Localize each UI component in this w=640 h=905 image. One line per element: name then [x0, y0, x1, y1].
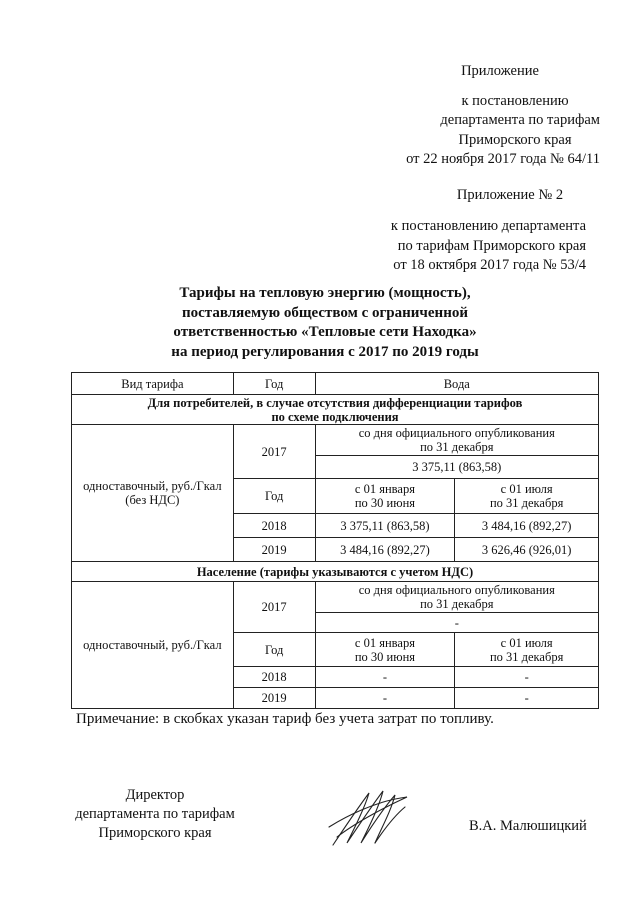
period-line: по 31 декабря	[420, 440, 494, 454]
section1-value-2017: 3 375,11 (863,58)	[315, 456, 598, 479]
appendix2-line: к постановлению департамента	[390, 218, 586, 234]
period-line: по 31 декабря	[420, 597, 494, 611]
row-year: 2019	[233, 688, 315, 709]
appendix-line: департамента по тарифам	[440, 112, 600, 128]
appendix-header	[370, 62, 600, 170]
title-line: Тарифы на тепловую энергию (мощность),	[179, 285, 471, 301]
appendix2-line: от 18 октября 2017 года № 53/4	[393, 257, 586, 273]
appendix2-header	[360, 217, 586, 276]
half-label-line: с 01 января	[354, 635, 415, 650]
section2-year-label: Год	[233, 633, 315, 667]
appendix-title: Приложение	[461, 63, 539, 79]
row-year: 2018	[233, 514, 315, 538]
row-value-h2: -	[455, 688, 599, 709]
handwritten-signature	[325, 787, 415, 849]
row-year: 2019	[233, 538, 315, 562]
tariff-label-line: одноставочный, руб./Гкал	[83, 479, 222, 493]
title-line: на период регулирования с 2017 по 2019 годы	[171, 343, 479, 360]
section1-title	[72, 395, 599, 425]
section1-title-line: по схеме подключения	[271, 409, 399, 424]
row-year: 2018	[233, 667, 315, 688]
position-line: Приморского края	[98, 825, 212, 841]
section1-title-line: Для потребителей, в случае отсутствия дифференциации тарифов	[147, 395, 523, 410]
section1-half2-label	[455, 479, 599, 514]
footnote: Примечание: в скобках указан тариф без учета затрат по топливу.	[76, 711, 494, 727]
row-value-h2: 3 626,46 (926,01)	[455, 538, 599, 562]
row-value-h1: 3 375,11 (863,58)	[315, 514, 455, 538]
position-line: Директор	[125, 787, 185, 803]
title-line: ответственностью «Тепловые сети Находка»	[173, 324, 477, 340]
section2-year-2017: 2017	[233, 582, 315, 633]
section1-tariff-label	[72, 425, 234, 562]
section1-year-2017: 2017	[233, 425, 315, 479]
half-label-line: по 30 июня	[354, 496, 416, 510]
section2-period-full	[315, 582, 598, 613]
period-line: со дня официального опубликования	[358, 426, 555, 440]
row-value-h2: 3 484,16 (892,27)	[455, 514, 599, 538]
position-line: департамента по тарифам	[75, 806, 235, 822]
half-label-line: с 01 июля	[500, 635, 553, 650]
half-label-line: по 31 декабря	[489, 649, 564, 664]
row-value-h1: 3 484,16 (892,27)	[315, 538, 455, 562]
header-year: Год	[233, 373, 315, 395]
tariff-label-line: (без НДС)	[125, 493, 180, 507]
row-value-h1: -	[315, 667, 455, 688]
appendix2-line: по тарифам Приморского края	[397, 237, 586, 254]
half-label-line: с 01 июля	[500, 482, 553, 496]
section1-year-label: Год	[233, 479, 315, 514]
section2-title: Население (тарифы указываются с учетом НДС)	[72, 562, 599, 582]
signatory-name: В.А. Малюшицкий	[469, 818, 587, 834]
appendix2-title-block	[370, 186, 600, 206]
half-label-line: по 31 декабря	[489, 496, 564, 510]
section2-half2-label	[455, 633, 599, 667]
row-value-h2: -	[455, 667, 599, 688]
header-tariff-type: Вид тарифа	[72, 373, 234, 395]
signatory-position	[60, 786, 250, 843]
section1-period-full	[315, 425, 598, 456]
title-line: поставляемую обществом с ограниченной	[182, 304, 468, 321]
appendix-line: к постановлению	[461, 92, 569, 109]
half-label-line: с 01 января	[354, 482, 415, 496]
tariff-table	[71, 372, 599, 709]
section1-half1-label	[315, 479, 455, 514]
half-label-line: по 30 июня	[354, 649, 416, 664]
section2-half1-label	[315, 633, 455, 667]
row-value-h1: -	[315, 688, 455, 709]
header-water: Вода	[315, 373, 598, 395]
appendix2-title: Приложение № 2	[456, 187, 564, 203]
period-line: со дня официального опубликования	[358, 583, 555, 597]
appendix-line: Приморского края	[458, 131, 572, 148]
section2-tariff-label: одноставочный, руб./Гкал	[72, 582, 234, 709]
document-title	[120, 284, 530, 362]
appendix-line: от 22 ноября 2017 года № 64/11	[406, 151, 600, 167]
section2-value-2017: -	[315, 613, 598, 633]
